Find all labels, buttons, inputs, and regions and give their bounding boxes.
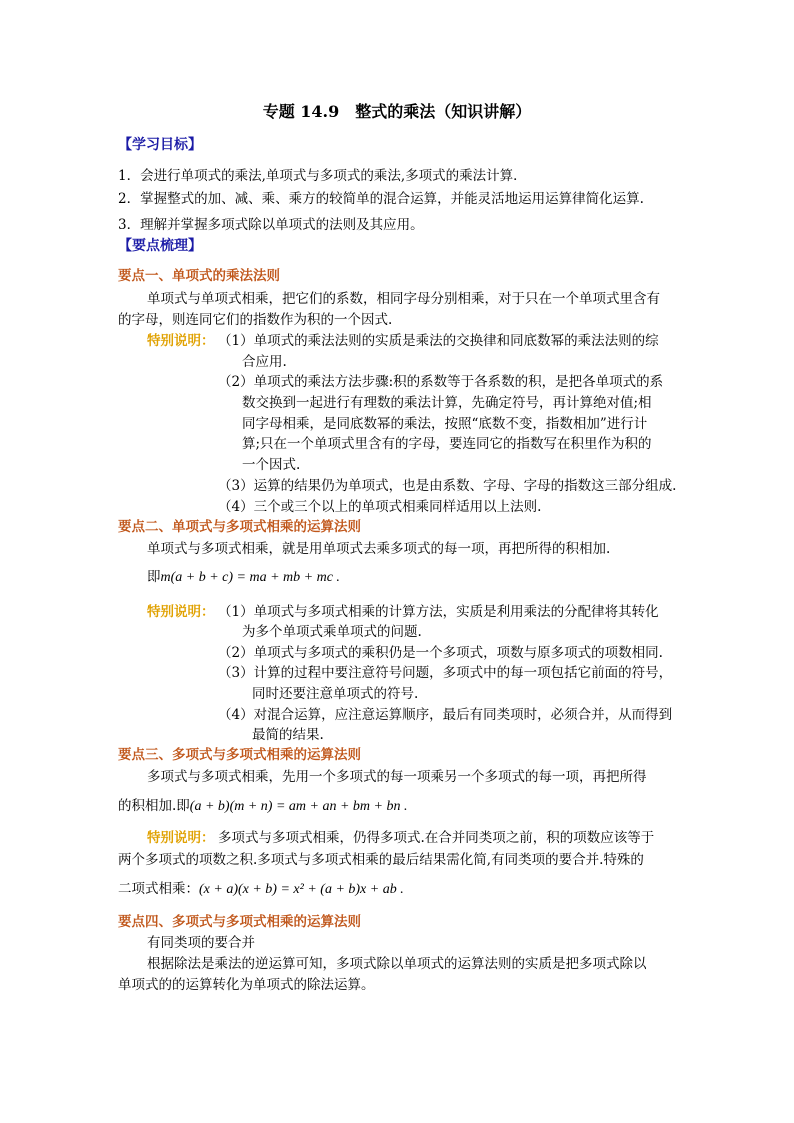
note-line: 同字母相乘，是同底数幂的乘法，按照“底数不变，指数相加”进行计 [242,416,648,432]
note-line: 两个多项式的项数之积.多项式与多项式相乘的最后结果需化简,有同类项的要合并.特殊的 [118,852,644,868]
note-line: 最简的结果. [252,727,324,743]
note-line: （2）单项式的乘法方法步骤:积的系数等于各系数的积，是把各单项式的系 [218,374,664,390]
formula: (x + a)(x + b) = x² + (a + b)x + ab . [199,882,404,897]
formula-line [147,565,340,586]
note-line: （3）计算的过程中要注意符号问题，多项式中的每一项包括它前面的符号， [218,665,673,681]
goal-item: 2．掌握整式的加、减、乘、乘方的较简单的混合运算，并能灵活地运用运算律简化运算. [118,191,644,207]
point-heading: 要点二、单项式与多项式相乘的运算法则 [118,519,361,535]
point-heading: 要点四、多项式与多项式相乘的运算法则 [118,914,361,930]
formula: (a + b)(m + n) = am + an + bm + bn . [189,799,408,814]
note-label: 特别说明： [147,333,215,349]
note-line: （4）三个或三个以上的单项式相乘同样适用以上法则. [218,499,542,515]
goal-item: 1．会进行单项式的乘法,单项式与多项式的乘法,多项式的乘法计算． [118,168,527,184]
note-line: 为多个单项式乘单项式的问题. [242,624,422,640]
goal-item: 3．理解并掌握多项式除以单项式的法则及其应用。 [118,217,424,233]
formula-prefix: 二项式相乘： [118,881,199,897]
note-line: 合应用. [242,354,287,370]
formula: m(a + b + c) = ma + mb + mc . [160,570,340,585]
point-heading: 要点一、单项式的乘法法则 [118,268,280,284]
note-line: （4）对混合运算，应注意运算顺序，最后有同类项时，必须合并，从而得到 [218,707,673,723]
note-line: 同时还要注意单项式的符号. [252,686,419,702]
page-title: 专题 14.9 整式的乘法（知识讲解） [262,102,532,121]
point-heading: 要点三、多项式与多项式相乘的运算法则 [118,747,361,763]
point-body: 的字母，则连同它们的指数作为积的一个因式. [118,312,393,328]
goals-heading: 【学习目标】 [118,137,202,153]
point-body: 有同类项的要合并 [147,935,255,951]
point-body: 根据除法是乘法的逆运算可知，多项式除以单项式的运算法则的实质是把多项式除以 [147,956,647,972]
note-line: （3）运算的结果仍为单项式，也是由系数、字母、字母的指数这三部分组成. [218,478,677,494]
note-line: 数交换到一起进行有理数的乘法计算，先确定符号，再计算绝对值;相 [242,395,652,411]
formula-line [118,877,404,898]
formula-prefix: 即 [147,569,161,585]
point-body: 单项式的的运算转化为单项式的除法运算。 [118,977,375,993]
note-line: 一个因式. [242,457,301,473]
note-line: （2）单项式与多项式的乘积仍是一个多项式，项数与原多项式的项数相同. [218,645,663,661]
formula-line [118,794,407,815]
note-line: 多项式与多项式相乘，仍得多项式.在合并同类项之前，积的项数应该等于 [218,830,655,846]
note-label: 特别说明： [147,604,215,620]
note-line: 算;只在一个单项式里含有的字母，要连同它的指数写在积里作为积的 [242,436,652,452]
point-body: 单项式与单项式相乘，把它们的系数，相同字母分别相乘，对于只在一个单项式里含有 [147,291,660,307]
summary-heading: 【要点梳理】 [118,238,202,254]
note-line: （1）单项式与多项式相乘的计算方法，实质是利用乘法的分配律将其转化 [218,604,659,620]
point-body: 单项式与多项式相乘，就是用单项式去乘多项式的每一项，再把所得的积相加. [147,541,611,557]
formula-prefix: 的积相加.即 [118,798,190,814]
point-body: 多项式与多项式相乘，先用一个多项式的每一项乘另一个多项式的每一项，再把所得 [147,769,647,785]
note-line: （1）单项式的乘法法则的实质是乘法的交换律和同底数幂的乘法法则的综 [218,333,659,349]
note-label: 特别说明： [147,830,215,846]
